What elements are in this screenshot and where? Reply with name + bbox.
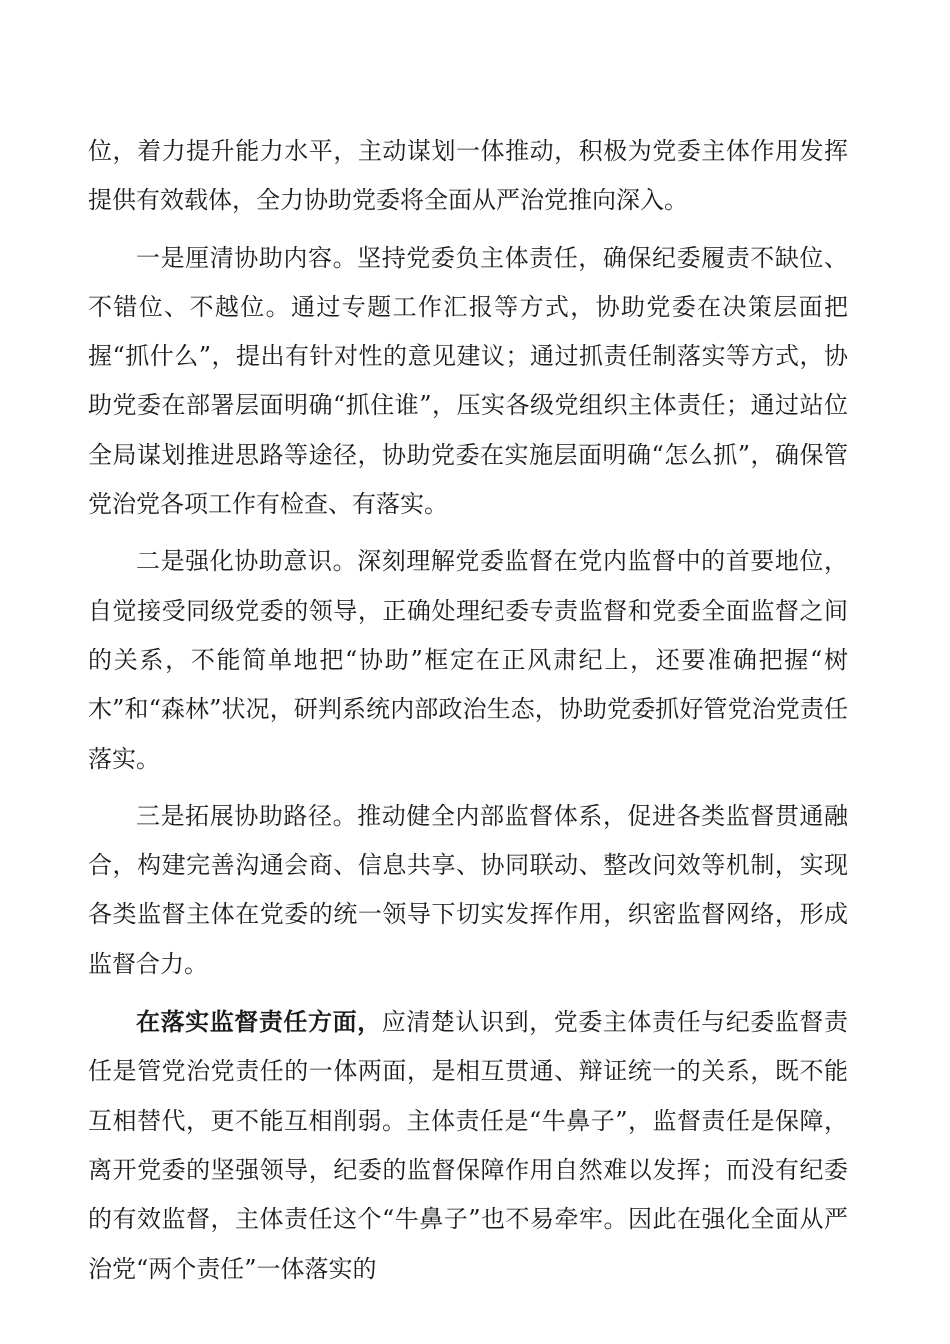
paragraph-text: 位，着力提升能力水平，主动谋划一体推动，积极为党委主体作用发挥提供有效载体，全力协助党委将全面从严治党推向深入。	[88, 137, 848, 215]
document-body	[88, 127, 848, 1302]
paragraph-intro-continuation	[88, 127, 848, 226]
paragraph-text: 二是强化协助意识。深刻理解党委监督在党内监督中的首要地位，自觉接受同级党委的领导，正确处理纪委专责监督和党委全面监督之间的关系，不能简单地把“协助”框定在正风肃纪上，还要准确把握“树木”和“森林”状况，研判系统内部政治生态，协助党委抓好管党治党责任落实。	[88, 547, 848, 773]
paragraph-text: 应清楚认识到，党委主体责任与纪委监督责任是管党治党责任的一体两面，是相互贯通、辩证统一的关系，既不能互相替代，更不能互相削弱。主体责任是“牛鼻子”，监督责任是保障，离开党委的坚强领导，纪委的监督保障作用自然难以发挥；而没有纪委的有效监督，主体责任这个“牛鼻子”也不易牵牢。因此在强化全面从严治党“两个责任”一体落实的	[88, 1008, 849, 1283]
paragraph-point-three	[88, 792, 848, 989]
paragraph-point-two	[88, 537, 848, 783]
paragraph-text: 一是厘清协助内容。坚持党委负主体责任，确保纪委履责不缺位、不错位、不越位。通过专题工作汇报等方式，协助党委在决策层面把握“抓什么”，提出有针对性的意见建议；通过抓责任制落实等方式，协助党委在部署层面明确“抓住谁”，压实各级党组织主体责任；通过站位全局谋划推进思路等途径，协助党委在实施层面明确“怎么抓”，确保管党治党各项工作有检查、有落实。	[88, 243, 848, 519]
paragraph-supervision-section	[88, 997, 848, 1294]
paragraph-text: 三是拓展协助路径。推动健全内部监督体系，促进各类监督贯通融合，构建完善沟通会商、信息共享、协同联动、整改问效等机制，实现各类监督主体在党委的统一领导下切实发挥作用，织密监督网络，形成监督合力。	[88, 801, 848, 978]
section-lead-heading: 在落实监督责任方面，	[136, 1007, 382, 1037]
paragraph-point-one	[88, 234, 848, 530]
